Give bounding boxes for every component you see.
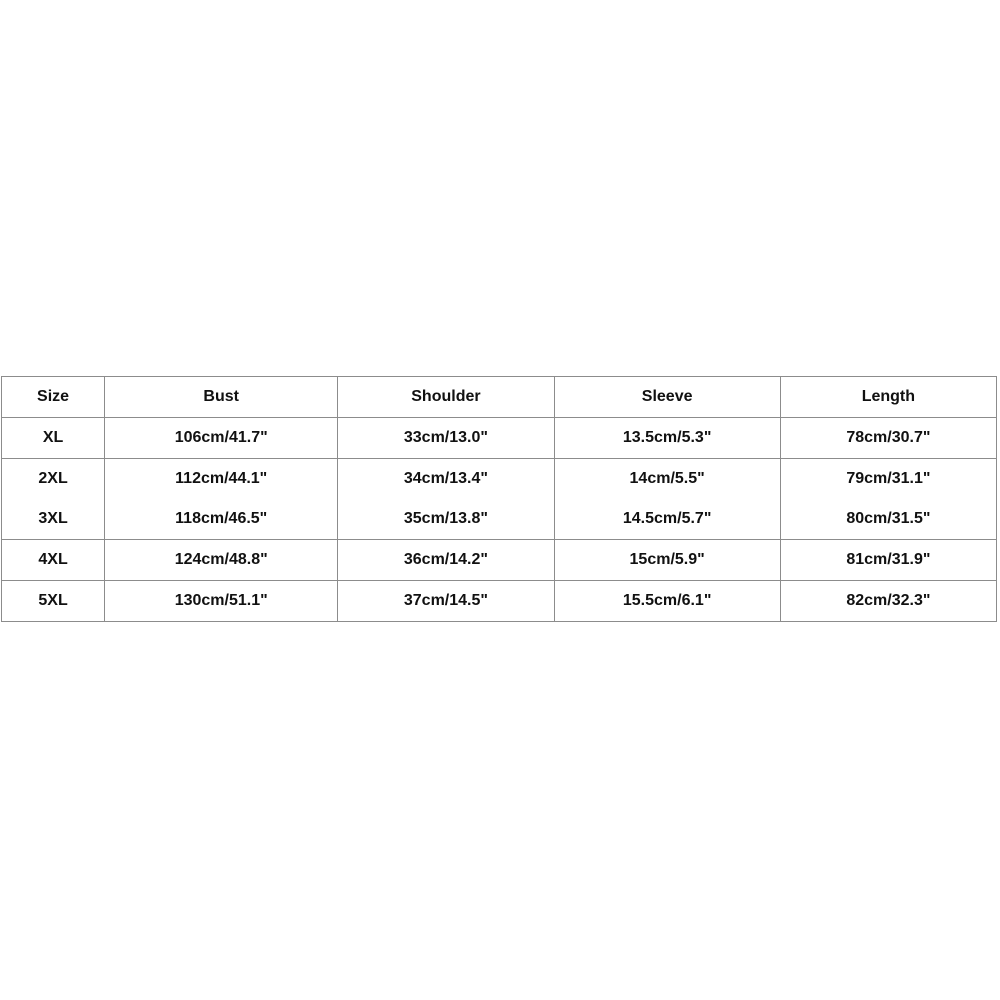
cell-bust: 106cm/41.7" bbox=[105, 418, 338, 459]
header-length: Length bbox=[780, 377, 996, 418]
header-sleeve: Sleeve bbox=[554, 377, 780, 418]
cell-size: 2XL bbox=[2, 459, 105, 500]
cell-sleeve: 13.5cm/5.3" bbox=[554, 418, 780, 459]
cell-bust: 112cm/44.1" bbox=[105, 459, 338, 500]
cell-length: 82cm/32.3" bbox=[780, 581, 996, 622]
table-row bbox=[2, 459, 997, 500]
cell-size: XL bbox=[2, 418, 105, 459]
cell-bust: 118cm/46.5" bbox=[105, 499, 338, 540]
cell-shoulder: 35cm/13.8" bbox=[338, 499, 554, 540]
size-chart-table bbox=[1, 376, 997, 622]
table-header-row bbox=[2, 377, 997, 418]
cell-sleeve: 14.5cm/5.7" bbox=[554, 499, 780, 540]
cell-size: 5XL bbox=[2, 581, 105, 622]
cell-shoulder: 36cm/14.2" bbox=[338, 540, 554, 581]
cell-bust: 130cm/51.1" bbox=[105, 581, 338, 622]
cell-shoulder: 37cm/14.5" bbox=[338, 581, 554, 622]
cell-length: 80cm/31.5" bbox=[780, 499, 996, 540]
header-bust: Bust bbox=[105, 377, 338, 418]
table-row bbox=[2, 418, 997, 459]
table-row bbox=[2, 581, 997, 622]
cell-shoulder: 33cm/13.0" bbox=[338, 418, 554, 459]
cell-length: 79cm/31.1" bbox=[780, 459, 996, 500]
table-row bbox=[2, 540, 997, 581]
cell-bust: 124cm/48.8" bbox=[105, 540, 338, 581]
header-size: Size bbox=[2, 377, 105, 418]
cell-length: 81cm/31.9" bbox=[780, 540, 996, 581]
cell-size: 4XL bbox=[2, 540, 105, 581]
cell-sleeve: 15.5cm/6.1" bbox=[554, 581, 780, 622]
cell-sleeve: 14cm/5.5" bbox=[554, 459, 780, 500]
cell-sleeve: 15cm/5.9" bbox=[554, 540, 780, 581]
cell-length: 78cm/30.7" bbox=[780, 418, 996, 459]
header-shoulder: Shoulder bbox=[338, 377, 554, 418]
cell-shoulder: 34cm/13.4" bbox=[338, 459, 554, 500]
cell-size: 3XL bbox=[2, 499, 105, 540]
table-row bbox=[2, 499, 997, 540]
